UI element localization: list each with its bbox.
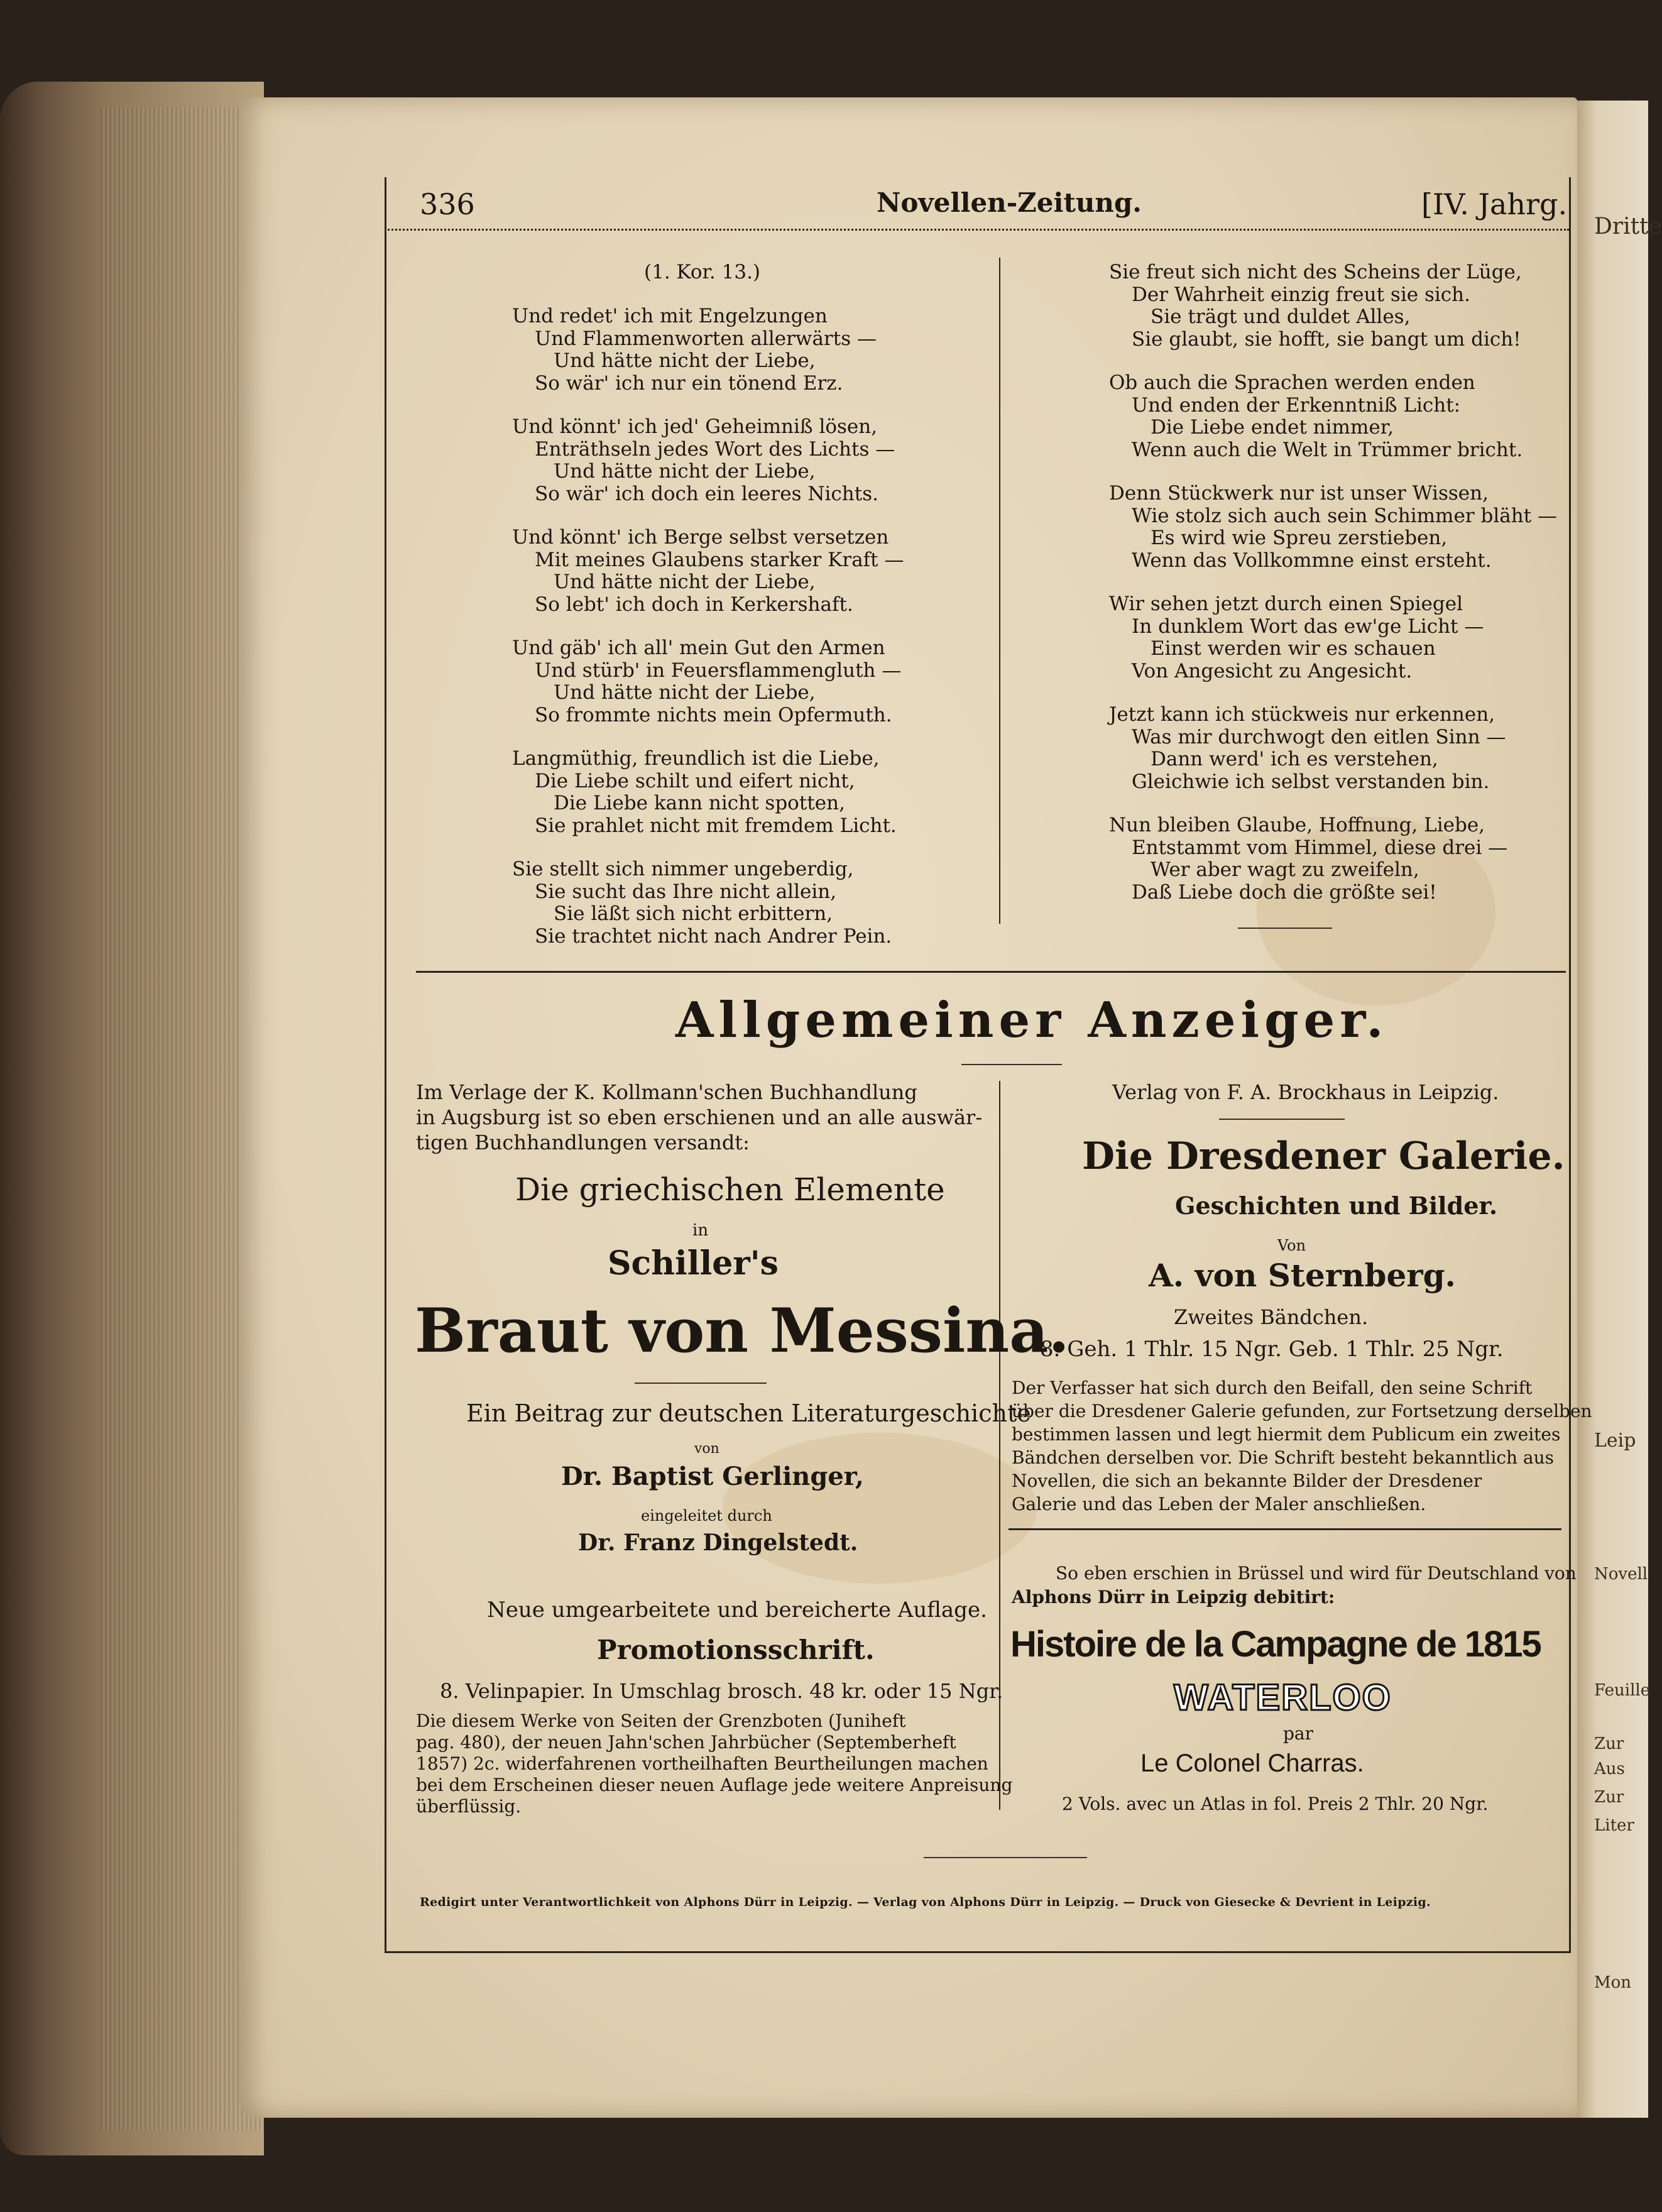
next-page-fragment: Zur [1594,1788,1624,1807]
text-line: Galerie und das Leben der Maler anschließen. [1012,1494,1426,1514]
text-line: über die Dresdener Galerie gefunden, zur Fortsetzung derselben [1012,1401,1592,1421]
poem-line: Und stürb' in Feuersflammengluth — [535,659,902,682]
poem-end-rule [1238,928,1332,929]
text-line: Bändchen derselben vor. Die Schrift besteht bekanntlich aus [1012,1447,1555,1468]
poem-line: Sie freut sich nicht des Scheins der Lüge, [1109,261,1522,283]
right-ad2-intro2: Alphons Dürr in Leipzig debitirt: [1012,1587,1335,1607]
poem-line: So wär' ich doch ein leeres Nichts. [535,482,878,505]
poem-reference: (1. Kor. 13.) [644,261,761,283]
right-ad1-author: A. von Sternberg. [1149,1257,1456,1294]
poem-line: Und hätte nicht der Liebe, [554,571,816,593]
poem-line: Jetzt kann ich stückweis nur erkennen, [1109,703,1495,726]
next-page-fragment: Mon [1594,1973,1632,1992]
poem-line: Und könnt' ich Berge selbst versetzen [512,526,889,549]
poem-line: Nun bleiben Glaube, Hoffnung, Liebe, [1109,814,1485,836]
next-page-fragment: Dritte [1594,214,1662,239]
next-page-fragment: Zur [1594,1734,1624,1753]
poem-line: Entstammt vom Himmel, diese drei — [1132,836,1508,859]
poem-line: Wenn das Vollkommne einst ersteht. [1132,549,1492,572]
poem-line: Sie läßt sich nicht erbittern, [554,902,833,925]
left-ad-price: 8. Velinpapier. In Umschlag brosch. 48 kr. oder 15 Ngr. [440,1679,1003,1703]
poem-line: Enträthseln jedes Wort des Lichts — [535,437,895,461]
poem-line: Dann werd' ich es verstehen, [1151,748,1438,770]
right-ad2-author: Le Colonel Charras. [1140,1749,1364,1777]
text-line: Die diesem Werke von Seiten der Grenzboten (Juniheft [416,1711,906,1731]
page-title: Novellen-Zeitung. [877,187,1142,218]
poem-line: Denn Stückwerk nur ist unser Wissen, [1109,482,1489,505]
left-ad-title1: Die griechischen Elemente [515,1171,945,1208]
next-page-fragment: Leip [1594,1430,1636,1452]
poem-line: Sie glaubt, sie hofft, sie bangt um dich! [1132,327,1521,351]
text-line: tigen Buchhandlungen versandt: [416,1131,750,1154]
poem-line: Und hätte nicht der Liebe, [554,460,816,483]
text-line: Im Verlage der K. Kollmann'schen Buchhandlung [416,1080,917,1104]
poem-line: Wer aber wagt zu zweifeln, [1151,858,1419,881]
title-rule [961,1064,1062,1065]
header-rule [385,229,1569,231]
poem-line: So frommte nichts mein Opfermuth. [535,703,892,726]
poem-line: Und hätte nicht der Liebe, [554,349,816,372]
poem-line: Der Wahrheit einzig freut sie sich. [1132,283,1470,306]
text-line: bei dem Erscheinen dieser neuen Auflage jede weitere Anpreisung [416,1775,1013,1795]
left-ad-von: von [694,1441,719,1457]
left-ad-introducer: Dr. Franz Dingelstedt. [578,1530,858,1556]
poem-line: Wir sehen jetzt durch einen Spiegel [1109,593,1463,615]
right-ad1-publisher: Verlag von F. A. Brockhaus in Leipzig. [1112,1080,1499,1104]
poem-column-divider [999,258,1000,924]
text-line: in Augsburg ist so eben erschienen und an alle auswär- [416,1105,983,1129]
poem-line: Gleichwie ich selbst verstanden bin. [1132,770,1490,793]
right-ad1-price: 8. Geh. 1 Thlr. 15 Ngr. Geb. 1 Thlr. 25 Ngr. [1040,1337,1504,1362]
text-line: Novellen, die sich an bekannte Bilder der Dresdener [1012,1470,1482,1491]
poem-line: Sie sucht das Ihre nicht allein, [535,880,837,903]
left-ad-author: Dr. Baptist Gerlinger, [561,1462,864,1491]
right-ad2-par: par [1283,1723,1314,1744]
poem-line: Was mir durchwogt den eitlen Sinn — [1132,725,1506,748]
section-rule [416,971,1566,973]
text-line: 1857) 2c. widerfahrenen vortheilhaften Beurtheilungen machen [416,1753,988,1774]
poem-line: Wie stolz sich auch sein Schimmer bläht — [1132,504,1557,527]
left-ad-title2: Schiller's [608,1244,779,1283]
text-line: bestimmen lassen und legt hiermit dem Publicum ein zweites [1012,1424,1561,1445]
text-line: pag. 480), der neuen Jahn'schen Jahrbücher (Septemberheft [416,1732,956,1753]
poem-line: Wenn auch die Welt in Trümmer bricht. [1132,438,1523,461]
poem-line: Und hätte nicht der Liebe, [554,681,816,704]
left-ad-introduced: eingeleitet durch [641,1507,772,1525]
right-ad1-title: Die Dresdener Galerie. [1082,1134,1565,1178]
poem-line: Mit meines Glaubens starker Kraft — [535,548,904,571]
poem-line: In dunklem Wort das ew'ge Licht — [1132,615,1484,638]
right-ad1-volume: Zweites Bändchen. [1174,1305,1369,1329]
next-page-edge [1574,101,1662,2118]
right-ad1-rule [1219,1119,1345,1120]
right-ad2-title: Histoire de la Campagne de 1815 [1010,1624,1541,1665]
poem-line: Sie trachtet nicht nach Andrer Pein. [535,924,892,948]
poem-line: Und redet' ich mit Engelzungen [512,305,828,327]
next-page-fragment: Liter [1594,1816,1634,1835]
left-ad-title3: Braut von Messina. [415,1295,1069,1366]
right-ad2-subtitle: WATERLOO [1174,1677,1392,1718]
poem-line: So lebt' ich doch in Kerkershaft. [535,593,853,616]
poem-line: So wär' ich nur ein tönend Erz. [535,371,843,395]
left-ad-subtitle: Ein Beitrag zur deutschen Literaturgeschichte [466,1399,1031,1427]
right-ad1-subtitle: Geschichten und Bilder. [1175,1191,1498,1220]
poem-line: Und enden der Erkenntniß Licht: [1132,393,1461,417]
next-page-fragment: Aus [1594,1760,1625,1778]
poem-line: Die Liebe endet nimmer, [1151,416,1394,439]
left-ad-in: in [692,1221,709,1240]
poem-line: Und Flammenworten allerwärts — [535,327,877,350]
poem-line: Langmüthig, freundlich ist die Liebe, [512,747,880,770]
poem-line: Sie prahlet nicht mit fremdem Licht. [535,814,897,837]
poem-line: Einst werden wir es schauen [1151,637,1436,660]
right-ad1-von: Von [1277,1237,1306,1254]
poem-line: Die Liebe kann nicht spotten, [554,792,845,814]
right-ad2-intro1: So eben erschien in Brüssel und wird für Deutschland von [1056,1563,1577,1584]
poem-line: Die Liebe schilt und eifert nicht, [535,769,855,792]
left-ad-type: Promotionsschrift. [597,1634,875,1665]
poem-line: Sie stellt sich nimmer ungeberdig, [512,858,854,880]
poem-line: Es wird wie Spreu zerstieben, [1151,527,1448,549]
text-line: Der Verfasser hat sich durch den Beifall, den seine Schrift [1012,1377,1533,1398]
poem-line: Und könnt' ich jed' Geheimniß lösen, [512,415,878,438]
left-ad-edition: Neue umgearbeitete und bereicherte Auflage. [487,1597,987,1623]
anzeiger-title: Allgemeiner Anzeiger. [675,992,1389,1049]
right-ad-separator [1009,1528,1561,1530]
poem-line: Daß Liebe doch die größte sei! [1132,880,1437,904]
poem-line: Sie trägt und duldet Alles, [1151,305,1411,328]
footer-rule [924,1857,1087,1858]
left-ad-rule [635,1382,767,1384]
next-page-fragment: Novell [1594,1565,1648,1584]
text-line: überflüssig. [416,1796,522,1817]
volume-label: [IV. Jahrg. [1421,187,1568,221]
book-edge [0,82,264,2155]
poem-line: Von Angesicht zu Angesicht. [1132,659,1413,682]
next-page-fragment: Feuille [1594,1681,1651,1700]
footer-imprint: Redigirt unter Verantwortlichkeit von Alphons Dürr in Leipzig. — Verlag von Alphons Dürr in Leipzig. — Druck von Giesecke & Devrient in Leipzig. [420,1895,1431,1909]
right-ad2-price: 2 Vols. avec un Atlas in fol. Preis 2 Thlr. 20 Ngr. [1062,1793,1489,1814]
page-number: 336 [420,187,475,221]
poem-line: Ob auch die Sprachen werden enden [1109,371,1475,394]
poem-line: Und gäb' ich all' mein Gut den Armen [512,637,885,659]
